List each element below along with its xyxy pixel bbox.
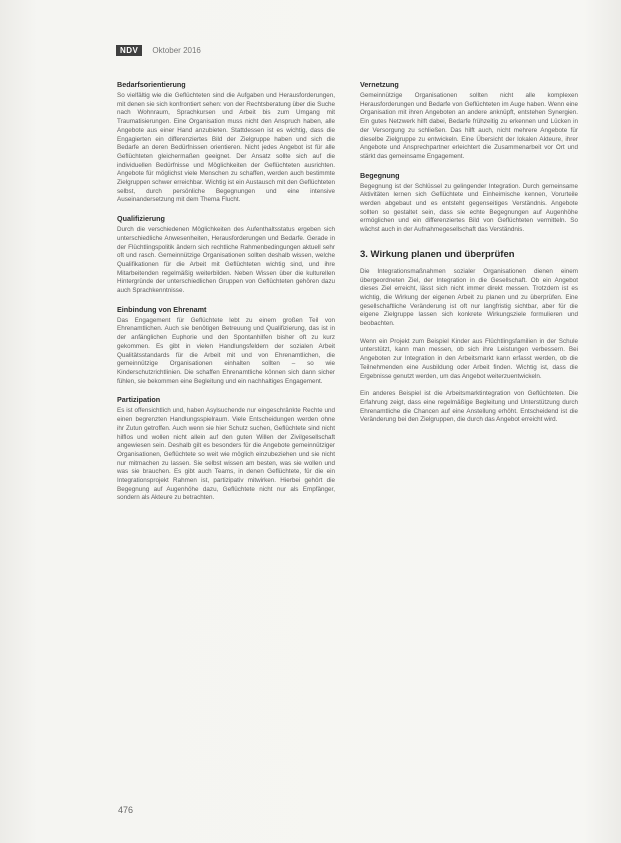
paragraph: Wenn ein Projekt zum Beispiel Kinder aus Flüchtlingsfamilien in der Schule unterstützt, kann man messen, ob sich ihre Leistungen verbessern. Bei Angeboten zur Integration in den Arbeitsmarkt kann erfasst werden, ob die Teilnehmenden eine Ausbildung oder Arbeit finden. Wichtig ist, dass die Ergebnisse genutzt werden, um das Angebot weiterzuentwickeln. [360,337,578,380]
text-block-vernetzung [360,80,578,162]
text-block-begegnung [360,171,578,235]
text-block-ehrenamt [117,305,335,387]
subheading: Qualifizierung [117,214,165,224]
paragraph: Die Integrationsmaßnahmen sozialer Organisationen dienen einem übergeordneten Ziel, der Integration in die Gesellschaft. Ob ein Angebot dieses Ziel erreicht, lässt sich nicht immer direkt messen. Trotzdem ist es wichtig, die Wirkung der eigenen Arbeit zu planen und zu überprüfen. Eine gesellschaftliche Veränderung ist oft nur langfristig sichtbar, aber für die eigene Zielgruppe lassen sich konkrete Wirkungsziele formulieren und beobachten. [360,267,578,328]
issue-date: Oktober 2016 [152,45,201,55]
paragraph: Es ist offensichtlich und, haben Asylsuchende nur eingeschränkte Rechte und einen begrenzten Handlungsspielraum. Viele Entscheidungen werden ohne ihr Zutun getroffen. Auch wenn sie hier Schutz suchen, Geflüchtete sind nicht hilflos und wollen nicht allein auf den guten Willen der Zivilgesellschaft angewiesen sein. Deshalb gilt es besonders für die Angebote gemeinnütziger Organisationen, Geflüchtete so weit wie möglich einzubeziehen und sie nicht nur mitmachen zu lassen. Sie selbst wissen am besten, was sie wollen und was sie brauchen. Es gibt auch Teams, in denen Geflüchtete, für die ein Integrationsprojekt Rahmen ist, partizipativ mitwirken. Hierbei gehört die Begegnung auf Augenhöhe dazu, Geflüchtete nicht nur als Empfänger, sondern als Akteure zu betrachten. [117,407,335,502]
subheading: Bedarfsorientierung [117,80,186,89]
paragraph: Durch die verschiedenen Möglichkeiten des Aufenthaltsstatus ergeben sich unterschiedliche Anwesenheiten, Herausforderungen und Bedarfe. Gerade in der Flüchtlingspolitik ändern sich rechtliche Rahmenbedingungen aktuell sehr oft und rasch. Gemeinnützige Organisationen sollten deshalb wissen, welche Qualifikationen für die Arbeit mit Geflüchteten wichtig sind, und ihre Mitarbeitenden regelmäßig weiterbilden. Neben Wissen über die kulturellen Hintergründe der unterschiedlichen Gruppen von Geflüchteten gehören dazu auch Sprachkenntnisse. [117,226,335,295]
paragraph: Begegnung ist der Schlüssel zu gelingender Integration. Durch gemeinsame Aktivitäten lernen sich Geflüchtete und Einheimische kennen, Vorurteile werden abgebaut und es entsteht gegenseitiges Verständnis. Angebote sollten so gestaltet sein, dass sie echte Begegnungen auf Augenhöhe ermöglichen und ein differenziertes Bild von Geflüchteten vermitteln. So wächst auch in der Aufnahmegesellschaft das Verständnis. [360,182,578,234]
paragraph: Gemeinnützige Organisationen sollten nicht alle komplexen Herausforderungen und Bedarfe von Geflüchteten im Auge haben. Wenn eine Organisation mit ihren Angeboten an andere anknüpft, entstehen Synergien. Ein gutes Netzwerk hilft dabei, Bedarfe frühzeitig zu erkennen und Lücken in der Versorgung zu schließen. Das hilft auch, nicht mehrere Angebote für dieselbe Zielgruppe zu entwickeln. Eine Übersicht der lokalen Akteure, ihrer Angebote und Ansprechpartner erleichtert die Zusammenarbeit vor Ort und stärkt das gemeinsame Engagement. [360,92,578,160]
journal-badge: NDV [116,45,142,56]
text-block-qualifizierung [117,214,335,296]
left-column [117,80,335,512]
page-number: 476 [118,805,134,815]
subheading: Vernetzung [360,80,399,89]
text-block-partizipation [117,395,335,503]
section-title: 3. Wirkung planen und überprüfen [360,248,515,260]
paragraph: Das Engagement für Geflüchtete lebt zu einem großen Teil von Ehrenamtlichen. Auch sie benötigen Betreuung und Qualifizierung, das ist in der anfänglichen Euphorie und den Spontanhilfen bisher oft zu kurz gekommen. Es gibt in vielen Handlungsfeldern der sozialen Arbeit Qualitätsstandards für die Arbeit mit und von Ehrenamtlichen, die gemeinnützige Organisationen einhalten sollten – so wie Kinderschutzrichtlinien. Die schaffen Ehrenamtliche können sich dann sicher fühlen, sie bekommen eine Begleitung und ein nachhaltiges Engagement. [117,316,335,385]
paragraph: So vielfältig wie die Geflüchteten sind die Aufgaben und Herausforderungen, mit denen sie sich konfrontiert sehen: von der Rechtsberatung über die Suche nach Wohnraum, Sprachkursen und Arbeit bis zum Umgang mit Traumatisierungen. Eine Organisation muss nicht den Anspruch haben, alle Angebote aus einer Hand anzubieten. Stattdessen ist es wichtig, dass die Engagierten ein differenziertes Bild der Zielgruppe haben und sich die Bedarfe an deren Bedürfnissen orientieren. Nicht jedes Angebot ist für alle Geflüchteten gleichermaßen geeignet. Der Ansatz sollte sich auf die individuellen Bedürfnisse und Möglichkeiten der Geflüchteten ausrichten. Angebote für möglichst viele Menschen zu schaffen, werden auch bestimmte Zielgruppen schwer erreichbar. Wichtig ist ein Austausch mit den Geflüchteten selbst, durch persönliche Begegnungen und eine intensive Auseinandersetzung mit dem Thema Flucht. [117,92,335,204]
subheading: Partizipation [117,395,161,405]
subheading: Einbindung von Ehrenamt [117,304,207,314]
paragraph: Ein anderes Beispiel ist die Arbeitsmarktintegration von Geflüchteten. Die Erfahrung zeigt, dass eine regelmäßige Begleitung und Unterstützung durch Ehrenamtliche die Chancen auf eine Anstellung erhöht. Entscheidend ist die Veränderung bei den Zielgruppen, die durch das Angebot erreicht wird. [360,390,578,424]
text-block-bedarfsorientierung [117,80,335,205]
subheading: Begegnung [360,170,400,180]
page-header [116,44,201,56]
right-column [360,80,578,434]
